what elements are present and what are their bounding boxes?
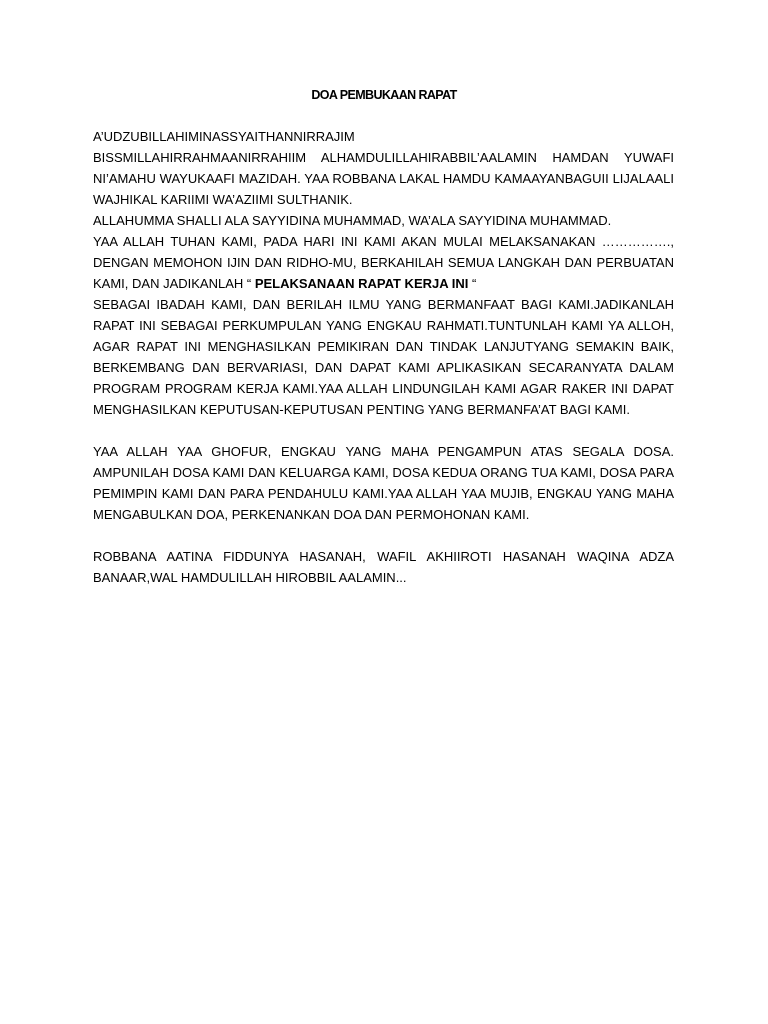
paragraph-spacer bbox=[93, 525, 674, 546]
paragraph-opening-prayer bbox=[93, 231, 674, 294]
document-body bbox=[93, 126, 674, 588]
paragraph-opening-prayer-close: “ bbox=[468, 276, 477, 291]
paragraph-opening-prayer-text: YAA ALLAH TUHAN KAMI, PADA HARI INI KAMI AKAN MULAI MELAKSANAKAN ……………., DENGAN MEMOHON IJIN DAN RIDHO-MU, BERKAHILAH SEMUA LANGKAH DAN PERBUATAN KAMI, DAN JADIKANLAH “ bbox=[93, 234, 674, 291]
paragraph-closing: ROBBANA AATINA FIDDUNYA HASANAH, WAFIL AKHIIROTI HASANAH WAQINA ADZA BANAAR,WAL HAMDULILLAH HIROBBIL AALAMIN... bbox=[93, 549, 674, 585]
paragraph-request-knowledge: SEBAGAI IBADAH KAMI, DAN BERILAH ILMU YANG BERMANFAAT BAGI KAMI.JADIKANLAH RAPAT INI SEBAGAI PERKUMPULAN YANG ENGKAU RAHMATI.TUNTUNLAH KAMI YA ALLOH, AGAR RAPAT INI MENGHASILKAN PEMIKIRAN DAN TINDAK LANJUTYANG SEMAKIN BAIK, BERKEMBANG DAN BERVARIASI, DAN DAPAT KAMI APLIKASIKAN SECARANYATA DALAM PROGRAM PROGRAM KERJA KAMI.YAA ALLAH LINDUNGILAH KAMI AGAR RAKER INI DAPAT MENGHASILKAN KEPUTUSAN-KEPUTUSAN PENTING YANG BERMANFA’AT BAGI KAMI. bbox=[93, 297, 674, 417]
event-name-bold: PELAKSANAAN RAPAT KERJA INI bbox=[254, 276, 469, 291]
paragraph-forgiveness: YAA ALLAH YAA GHOFUR, ENGKAU YANG MAHA PENGAMPUN ATAS SEGALA DOSA. AMPUNILAH DOSA KAMI DAN KELUARGA KAMI, DOSA KEDUA ORANG TUA KAMI, DOSA PARA PEMIMPIN KAMI DAN PARA PENDAHULU KAMI.YAA ALLAH YAA MUJIB, ENGKAU YANG MAHA MENGABULKAN DOA, PERKENANKAN DOA DAN PERMOHONAN KAMI. bbox=[93, 444, 674, 522]
document-title: DOA PEMBUKAAN RAPAT bbox=[311, 88, 457, 102]
paragraph-spacer bbox=[93, 420, 674, 441]
paragraph-basmalah-hamdalah: BISSMILLAHIRRAHMAANIRRAHIIM ALHAMDULILLAHIRABBIL’AALAMIN HAMDAN YUWAFI NI’AMAHU WAYUKAAFI MAZIDAH. YAA ROBBANA LAKAL HAMDU KAMAAYANBAGUII LIJALAALI WAJHIKAL KARIIMI WA’AZIIMI SULTHANIK. bbox=[93, 150, 674, 207]
paragraph-shalawat: ALLAHUMMA SHALLI ALA SAYYIDINA MUHAMMAD, WA’ALA SAYYIDINA MUHAMMAD. bbox=[93, 213, 612, 228]
paragraph-taawudz: A’UDZUBILLAHIMINASSYAITHANNIRRAJIM bbox=[93, 129, 355, 144]
